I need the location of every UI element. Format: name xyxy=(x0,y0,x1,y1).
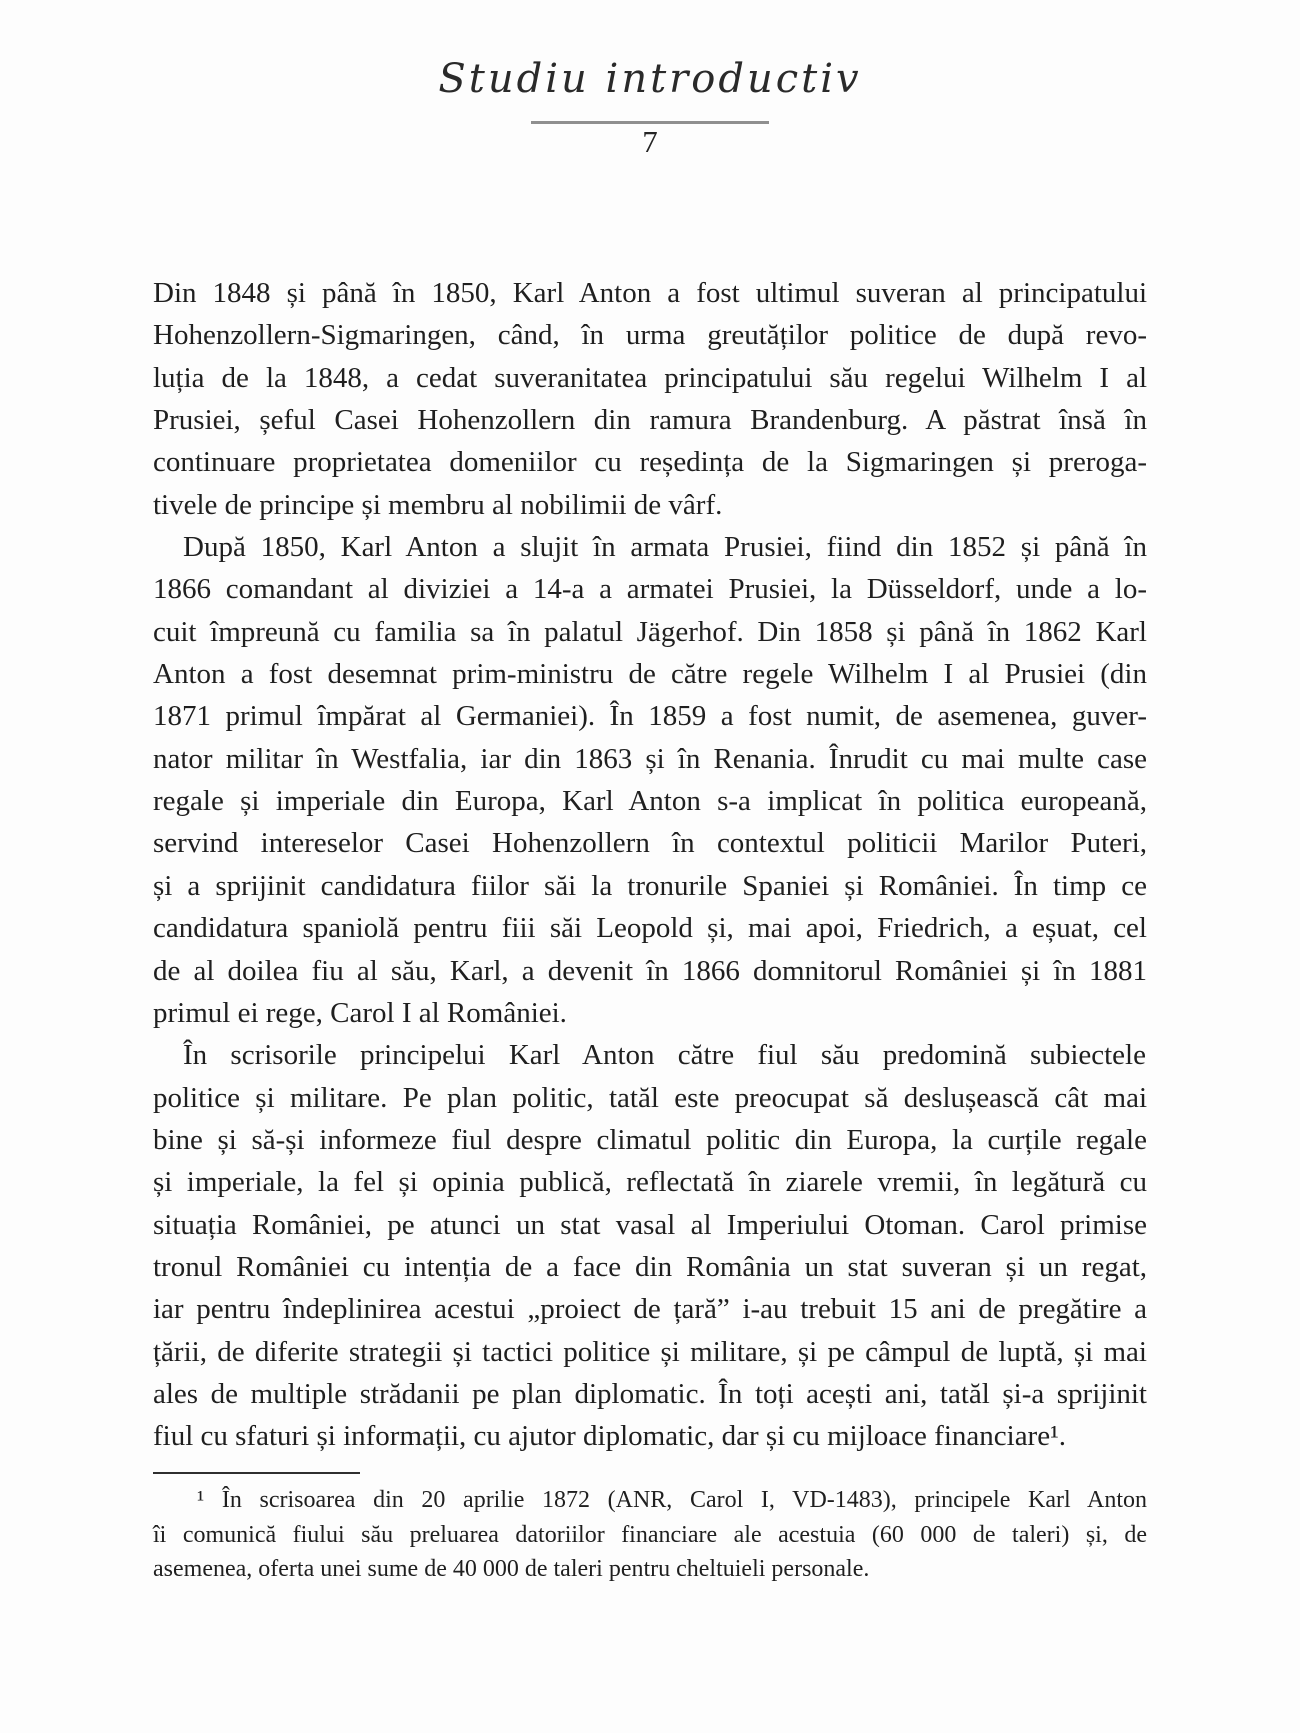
text-line xyxy=(153,611,1147,653)
text-line xyxy=(153,314,1147,356)
text-line-content: ales de multiple strădanii pe plan diplomatic. În toți acești ani, tatăl și-a sprijinit xyxy=(153,1377,1147,1410)
text-line xyxy=(153,738,1147,780)
text-line xyxy=(153,399,1147,441)
text-line-content: nator militar în Westfalia, iar din 1863 și în Renania. Înrudit cu mai multe case xyxy=(153,742,1147,775)
text-line xyxy=(153,653,1147,695)
text-line-content: ¹ În scrisoarea din 20 aprilie 1872 (ANR, Carol I, VD-1483), principele Karl Anton xyxy=(197,1487,1147,1513)
text-line xyxy=(153,865,1147,907)
body-text xyxy=(153,272,1147,1458)
text-line-content: asemenea, oferta unei sume de 40 000 de taleri pentru cheltuieli personale. xyxy=(153,1556,870,1583)
text-line xyxy=(153,695,1147,737)
text-line-content: bine și să-și informeze fiul despre climatul politic din Europa, la curțile regale xyxy=(153,1123,1147,1156)
text-line xyxy=(153,822,1147,864)
text-line-content: țării, de diferite strategii și tactici politice și militare, și pe câmpul de luptă, și mai xyxy=(153,1335,1147,1368)
text-line xyxy=(153,1415,1147,1457)
text-line xyxy=(153,1034,1147,1076)
text-line xyxy=(153,568,1147,610)
text-line xyxy=(153,780,1147,822)
text-line-content: de al doilea fiu al său, Karl, a devenit în 1866 domnitorul României și în 1881 xyxy=(153,954,1147,987)
text-line xyxy=(153,1483,1147,1518)
text-line-content: politice și militare. Pe plan politic, tatăl este preocupat să deslușească cât mai xyxy=(153,1081,1147,1114)
text-line xyxy=(153,1552,1147,1587)
text-line-content: 1871 primul împărat al Germaniei). În 1859 a fost numit, de asemenea, guver- xyxy=(153,700,1147,733)
text-line xyxy=(153,1373,1147,1415)
text-line-content: îi comunică fiului său preluarea datoriilor financiare ale acestuia (60 000 de taleri) și, de xyxy=(153,1521,1147,1548)
text-line-content: 1866 comandant al diviziei a 14-a a armatei Prusiei, la Düsseldorf, unde a lo- xyxy=(153,573,1147,606)
text-line-content: După 1850, Karl Anton a slujit în armata Prusiei, fiind din 1852 și până în xyxy=(183,531,1147,564)
text-line-content: tronul României cu intenția de a face din România un stat suveran și un regat, xyxy=(153,1250,1147,1283)
text-line xyxy=(153,357,1147,399)
text-line-content: Hohenzollern-Sigmaringen, când, în urma greutăților politice de după revo- xyxy=(153,319,1147,352)
text-line-content: Prusiei, șeful Casei Hohenzollern din ramura Brandenburg. A păstrat însă în xyxy=(153,404,1147,437)
text-line-content: În scrisorile principelui Karl Anton către fiul său predomină subiectele xyxy=(183,1039,1146,1072)
text-line-content: luția de la 1848, a cedat suveranitatea principatului său regelui Wilhelm I al xyxy=(153,361,1147,394)
text-line-content: și imperiale, la fel și opinia publică, reflectată în ziarele vremii, în legătură cu xyxy=(153,1166,1147,1199)
text-line xyxy=(153,1246,1147,1288)
text-line-content: primul ei rege, Carol I al României. xyxy=(153,996,567,1029)
text-line-content: iar pentru îndeplinirea acestui „proiect de țară” i-au trebuit 15 ani de pregătire a xyxy=(153,1293,1147,1326)
text-line xyxy=(153,1119,1147,1161)
text-line-content: Anton a fost desemnat prim-ministru de către regele Wilhelm I al Prusiei (din xyxy=(153,658,1147,691)
text-line-content: regale și imperiale din Europa, Karl Anton s-a implicat în politica europeană, xyxy=(153,785,1147,818)
text-line xyxy=(153,1077,1147,1119)
text-line xyxy=(153,484,1147,526)
running-title: Studiu introductiv xyxy=(438,56,862,102)
text-line xyxy=(153,1161,1147,1203)
text-line xyxy=(153,441,1147,483)
text-line xyxy=(153,272,1147,314)
page-number: 7 xyxy=(642,124,658,159)
text-line xyxy=(153,992,1147,1034)
text-line-content: continuare proprietatea domeniilor cu reședința de la Sigmaringen și preroga- xyxy=(153,446,1147,479)
text-line xyxy=(153,950,1147,992)
footnote xyxy=(153,1483,1147,1587)
text-line xyxy=(153,1288,1147,1330)
text-line-content: tivele de principe și membru al nobilimii de vârf. xyxy=(153,488,723,521)
text-line-content: situația României, pe atunci un stat vasal al Imperiului Otoman. Carol primise xyxy=(153,1208,1147,1241)
text-line-content: servind intereselor Casei Hohenzollern în contextul politicii Marilor Puteri, xyxy=(153,827,1147,860)
footnote-separator xyxy=(153,1472,360,1474)
text-line-content: cuit împreună cu familia sa în palatul Jägerhof. Din 1858 și până în 1862 Karl xyxy=(153,615,1147,648)
text-line xyxy=(153,907,1147,949)
text-line-content: Din 1848 și până în 1850, Karl Anton a fost ultimul suveran al principatului xyxy=(153,277,1147,309)
text-line-content: și a sprijinit candidatura fiilor săi la tronurile Spaniei și României. În timp ce xyxy=(153,869,1147,902)
text-line xyxy=(153,1204,1147,1246)
text-line xyxy=(153,1518,1147,1553)
text-line xyxy=(153,1331,1147,1373)
text-line-content: fiul cu sfaturi și informații, cu ajutor diplomatic, dar și cu mijloace financiare¹. xyxy=(153,1420,1067,1453)
text-line xyxy=(153,526,1147,568)
text-line-content: candidatura spaniolă pentru fiii săi Leopold și, mai apoi, Friedrich, a eșuat, cel xyxy=(153,912,1147,945)
